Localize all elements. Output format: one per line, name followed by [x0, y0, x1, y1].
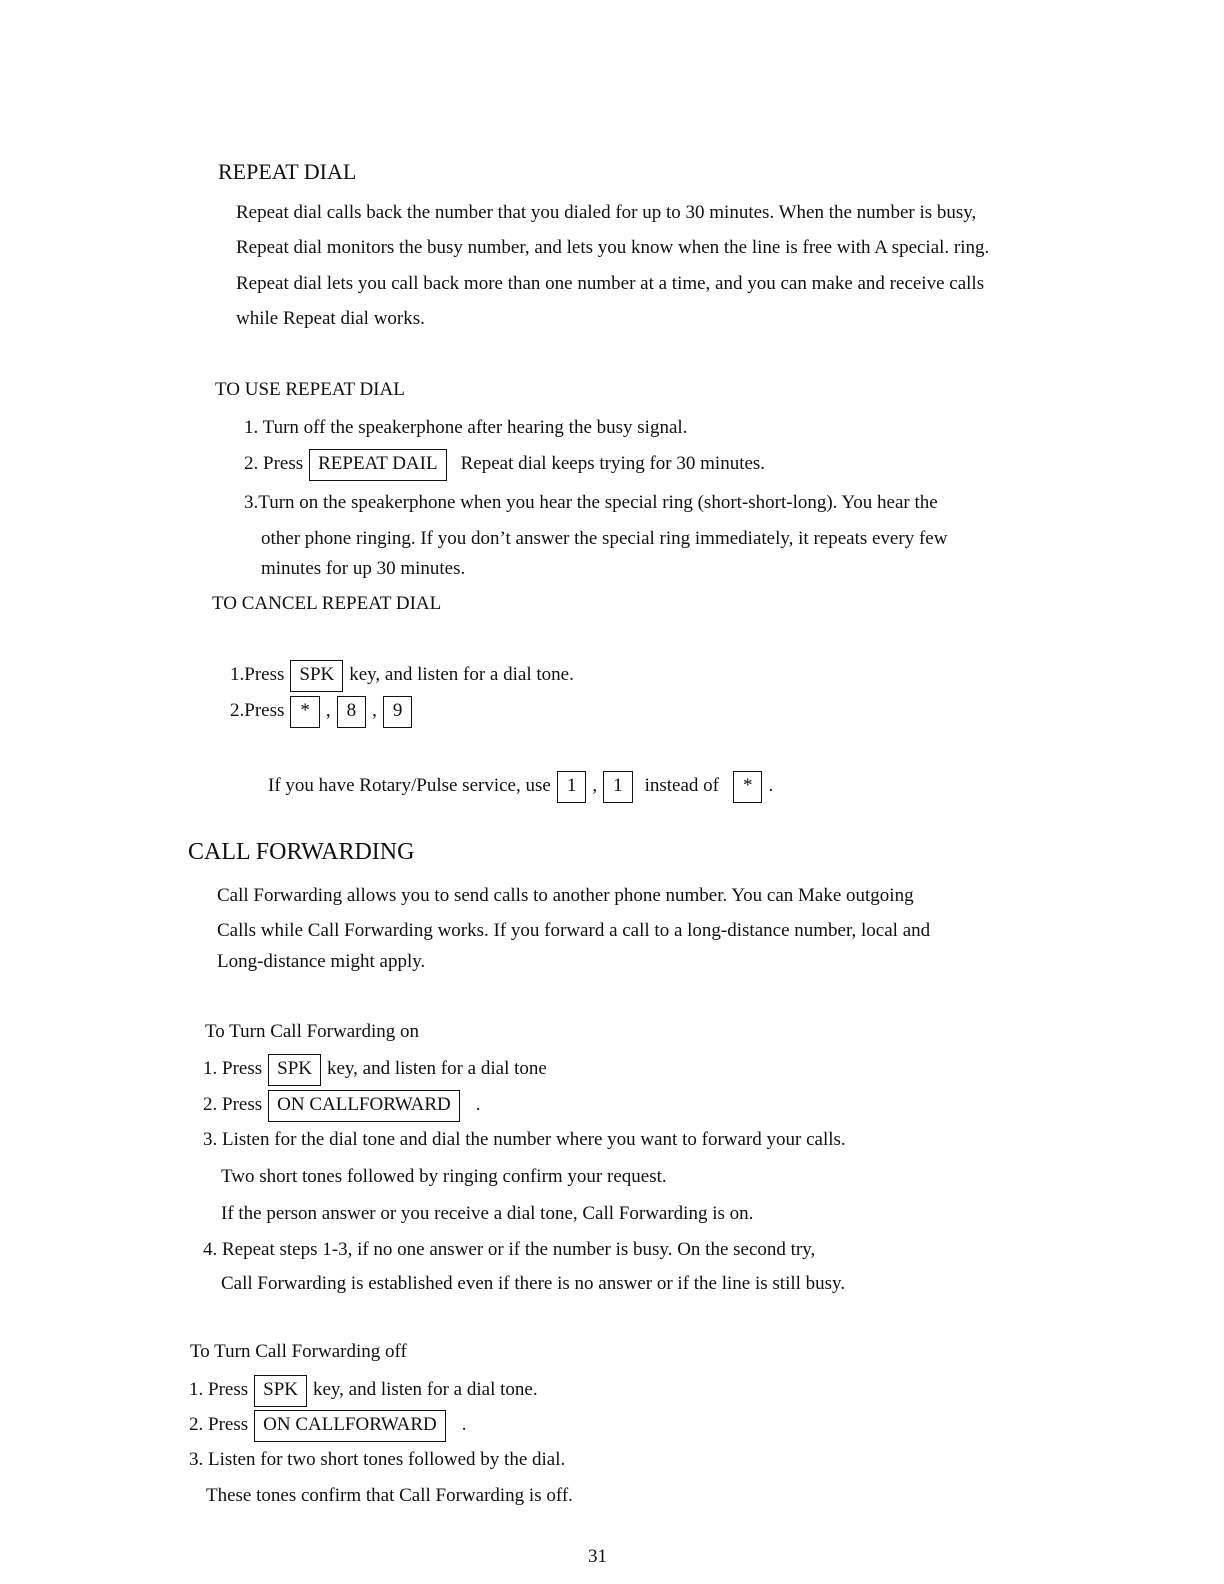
use-step-2 — [244, 449, 765, 481]
spk-key: SPK — [268, 1054, 321, 1086]
repeat-dial-heading: REPEAT DIAL — [218, 159, 357, 184]
step-prefix: 1.Press — [230, 664, 285, 685]
call-forwarding-intro-line: Calls while Call Forwarding works. If you forward a call to a long-distance number, local and — [217, 920, 931, 941]
page-number: 31 — [588, 1546, 607, 1567]
repeat-dial-key: REPEAT DAIL — [309, 449, 446, 481]
step-prefix: 2. Press — [203, 1094, 263, 1115]
cancel-repeat-dial-heading: TO CANCEL REPEAT DIAL — [212, 593, 442, 614]
step-prefix: 1. Press — [203, 1058, 263, 1079]
call-forwarding-intro-line: Long-distance might apply. — [217, 951, 426, 972]
forwarding-off-step-3-line: These tones confirm that Call Forwarding is off. — [206, 1485, 573, 1506]
forwarding-on-heading: To Turn Call Forwarding on — [205, 1021, 420, 1042]
eight-key: 8 — [337, 696, 367, 728]
forwarding-on-step-3-line: If the person answer or you receive a dial tone, Call Forwarding is on. — [221, 1203, 754, 1224]
step-text: key, and listen for a dial tone. — [312, 1379, 538, 1400]
spk-key: SPK — [290, 660, 343, 692]
step-prefix: 2. Press — [244, 453, 304, 474]
use-step-3-line: minutes for up 30 minutes. — [261, 558, 466, 579]
nine-key: 9 — [383, 696, 413, 728]
forwarding-on-step-4-line: Call Forwarding is established even if there is no answer or if the line is still busy. — [221, 1273, 846, 1294]
rotary-text: If you have Rotary/Pulse service, use — [268, 775, 551, 796]
call-forwarding-heading: CALL FORWARDING — [188, 839, 415, 865]
use-repeat-dial-heading: TO USE REPEAT DIAL — [215, 379, 405, 400]
one-key: 1 — [557, 771, 587, 803]
on-callforward-key: ON CALLFORWARD — [268, 1090, 460, 1122]
forwarding-off-step-1 — [189, 1375, 538, 1407]
forwarding-on-step-3-line: Two short tones followed by ringing confirm your request. — [221, 1166, 667, 1187]
forwarding-on-step-2: 2. Press ON CALLFORWARD . — [203, 1090, 481, 1122]
cancel-step-1 — [230, 660, 574, 692]
step-text: key, and listen for a dial tone. — [349, 664, 574, 685]
repeat-dial-intro-line: Repeat dial calls back the number that you dialed for up to 30 minutes. When the number is busy, — [236, 202, 977, 223]
forwarding-on-step-4-line: 4. Repeat steps 1-3, if no one answer or if the number is busy. On the second try, — [203, 1239, 816, 1260]
repeat-dial-intro-line: while Repeat dial works. — [236, 308, 425, 329]
repeat-dial-intro-line: Repeat dial lets you call back more than one number at a time, and you can make and receive calls — [236, 273, 985, 294]
repeat-dial-intro-line: Repeat dial monitors the busy number, and lets you know when the line is free with A special. ring. — [236, 237, 990, 258]
forwarding-on-step-3-line: 3. Listen for the dial tone and dial the number where you want to forward your calls. — [203, 1129, 846, 1150]
use-step-1: 1. Turn off the speakerphone after hearing the busy signal. — [244, 417, 688, 438]
step-text: key, and listen for a dial tone — [326, 1058, 547, 1079]
rotary-text: instead of — [644, 775, 719, 796]
star-key: * — [290, 696, 320, 728]
forwarding-on-step-1 — [203, 1054, 547, 1086]
forwarding-off-heading: To Turn Call Forwarding off — [190, 1341, 407, 1362]
one-key: 1 — [603, 771, 633, 803]
step-text: Repeat dial keeps trying for 30 minutes. — [460, 453, 766, 474]
star-key: * — [733, 771, 763, 803]
spk-key: SPK — [254, 1375, 307, 1407]
forwarding-off-step-3-line: 3. Listen for two short tones followed by the dial. — [189, 1449, 566, 1470]
use-step-3-line: 3.Turn on the speakerphone when you hear the special ring (short-short-long). You hear the — [244, 492, 938, 513]
forwarding-off-step-2: 2. Press ON CALLFORWARD . — [189, 1410, 467, 1442]
use-step-3-line: other phone ringing. If you don’t answer the special ring immediately, it repeats every few — [261, 528, 948, 549]
cancel-step-2: 2.Press * , 8 , 9 — [230, 696, 418, 728]
step-prefix: 1. Press — [189, 1379, 249, 1400]
rotary-note: If you have Rotary/Pulse service, use 1 , 1 instead of * . — [268, 771, 773, 803]
step-prefix: 2. Press — [189, 1414, 249, 1435]
on-callforward-key: ON CALLFORWARD — [254, 1410, 446, 1442]
call-forwarding-intro-line: Call Forwarding allows you to send calls to another phone number. You can Make outgoing — [217, 885, 914, 906]
step-prefix: 2.Press — [230, 700, 285, 721]
